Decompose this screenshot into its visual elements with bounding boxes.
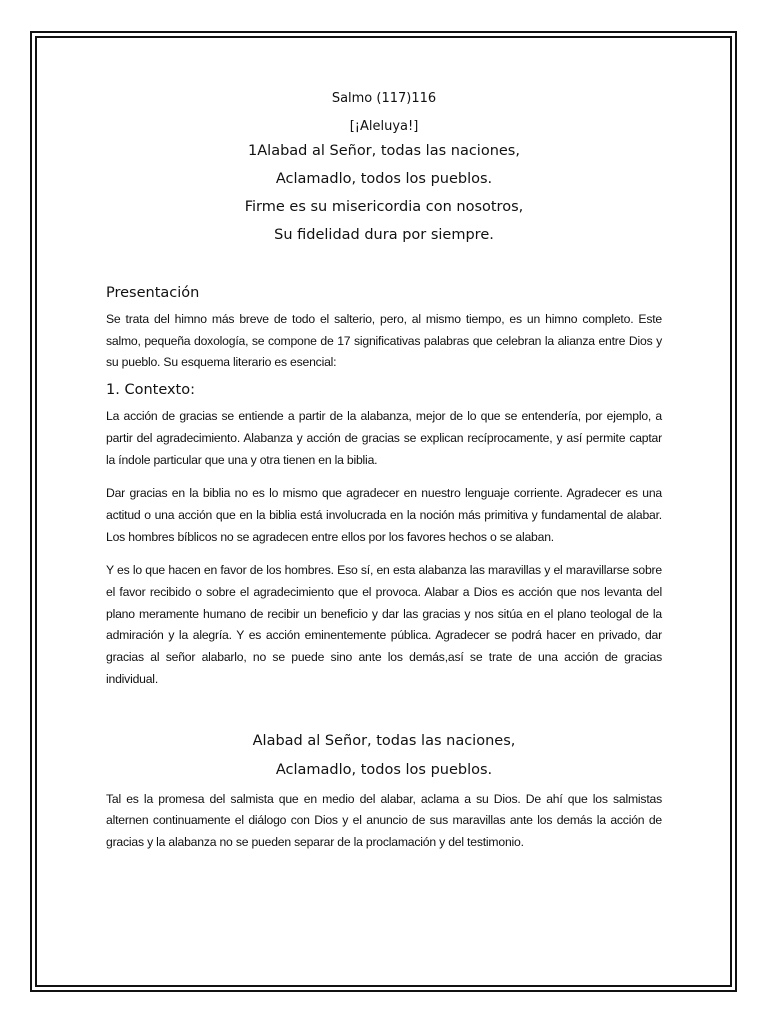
contexto-paragraph-2: Dar gracias en la biblia no es lo mismo que agradecer en nuestro lenguaje corriente. Agradecer es una actitud o una acción que en la biblia está involucrada en la noción más primitiva y fundamental de alabar. Los hombres bíblicos no se agradecen entre ellos por los favores hechos o se alaban.	[106, 486, 662, 544]
contexto-paragraph-1: La acción de gracias se entiende a partir de la alabanza, mejor de lo que se entendería, por ejemplo, a partir del agradecimiento. Alabanza y acción de gracias se explican recíprocamente, y así permite captar la índole particular que una y otra tienen en la biblia.	[106, 409, 662, 467]
contexto-paragraph-3: Y es lo que hacen en favor de los hombres. Eso sí, en esta alabanza las maravillas y el maravillarse sobre el favor recibido o sobre el agradecimiento que el provoca. Alabar a Dios es acción que nos levanta del plano meramente humano de recibir un beneficio y dar las gracias y nos sitúa en el plano teologal de la admiración y la alegría. Y es acción eminentemente pública. Agradecer se podrá hacer en privado, dar gracias al señor alabarlo, no se puede sino ante los demás,así se trate de una acción de gracias individual.	[106, 563, 662, 686]
presentacion-heading: Presentación	[106, 285, 200, 301]
second-verse-line-2: Aclamadlo, todos los pueblos.	[275, 761, 493, 778]
document-page	[106, 88, 662, 854]
presentacion-paragraph: Se trata del himno más breve de todo el salterio, pero, al mismo tiempo, es un himno completo. Este salmo, pequeña doxología, se compone de 17 significativas palabras que celebran la alianza entre Dios y su pueblo. Su esquema literario es esencial:	[106, 312, 662, 370]
closing-paragraph: Tal es la promesa del salmista que en medio del alabar, aclama a su Dios. De ahí que los salmistas alternen continuamente el diálogo con Dios y el anuncio de sus maravillas ante los demás la acción de gracias y la alabanza no se pueden separar de la proclamación y del testimonio.	[106, 791, 662, 849]
verse-line-1: 1Alabad al Señor, todas las naciones,	[248, 143, 520, 159]
psalm-title: Salmo (117)116	[331, 91, 437, 106]
aleluya-line: [¡Aleluya!]	[349, 119, 419, 134]
second-verse-line-1: Alabad al Señor, todas las naciones,	[252, 732, 516, 749]
contexto-heading: 1. Contexto:	[106, 382, 196, 399]
verse-line-4: Su fidelidad dura por siempre.	[274, 227, 494, 243]
verse-line-3: Firme es su misericordia con nosotros,	[244, 199, 524, 215]
verse-line-2: Aclamadlo, todos los pueblos.	[275, 171, 493, 187]
